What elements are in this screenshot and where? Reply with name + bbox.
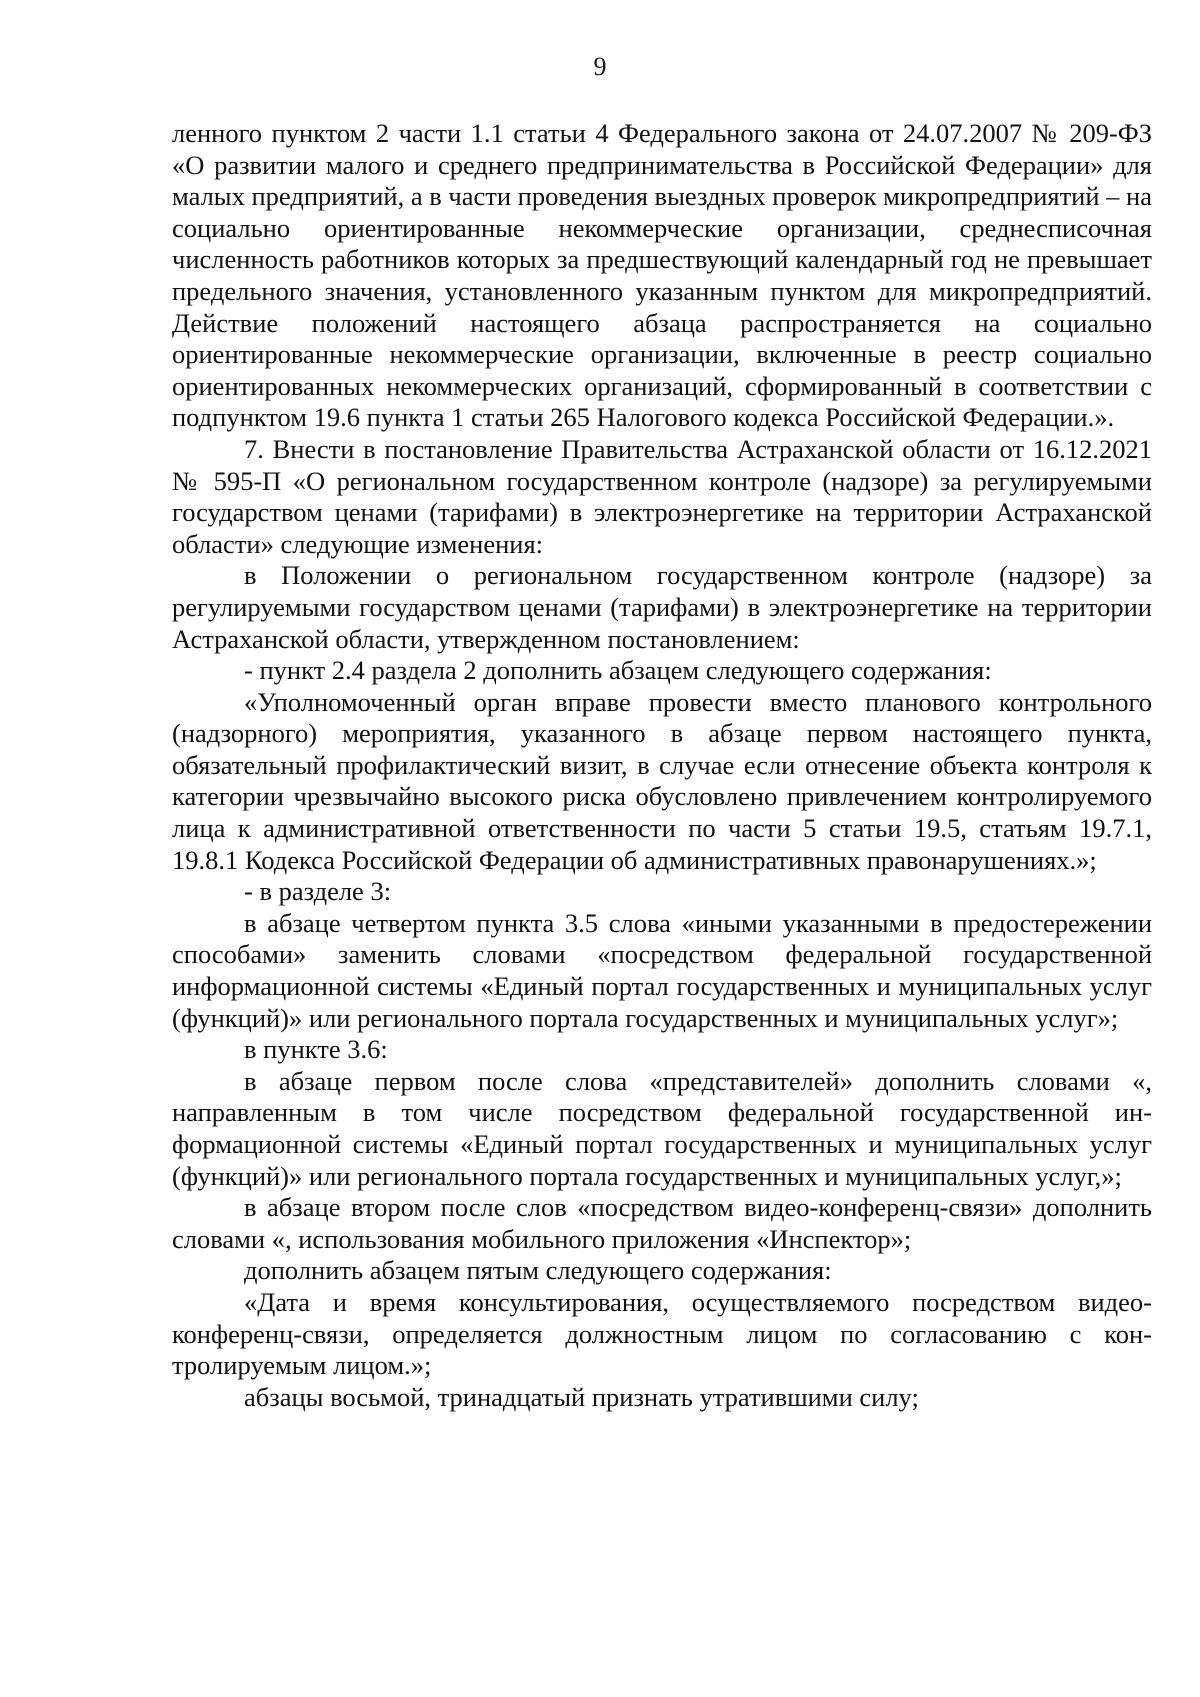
- paragraph-first-abzats: в абзаце первом после слова «представителей» дополнить словами «, направленным в том числе посредством федеральной государственной информационной системы «Единый портал государственных и муниципальных услуг (функций)» или регионального портала государственных и муниципальных услуг,»;: [172, 1065, 1152, 1191]
- page-number: 9: [593, 52, 607, 81]
- paragraph-quoted-consultation: «Дата и время консультирования, осуществляемого посредством видеоконференц-связи, определяется должностным лицом по согласованию с контролируемым лицом.»;: [172, 1286, 1152, 1381]
- paragraph-item-7: 7. Внести в постановление Правительства Астраханской области от 16.12.2021 № 595-П «О региональном государственном контроле (надзоре) за регулируемыми государством ценами (тарифами) в электроэнергетике на территории Астраханской области» следующие изменения:: [172, 433, 1152, 559]
- paragraph-section-3: - в разделе 3:: [244, 876, 392, 907]
- paragraph-quoted-amendment: «Уполномоченный орган вправе провести вместо планового контрольного (надзорного) мероприятия, указанного в абзаце первом настоящего пункта, обязательный профилактический визит, в случае если отнесение объекта контроля к категории чрезвычайно высокого риска обусловлено привлечением контролируемого лица к административной ответственности по части 5 статьи 19.5, статьям 19.7.1, 19.8.1 Кодекса Российской Федерации об административных правонарушениях.»;: [172, 686, 1152, 875]
- paragraph-continuation: ленного пунктом 2 части 1.1 статьи 4 Федерального закона от 24.07.2007 № 209-ФЗ «О развитии малого и среднего предпринимательства в Российской Федерации» для малых предприятий, а в части проведения выездных проверок микропредприятий – на социально ориентированные некоммерческие организации, среднесписочная численность работников которых за предшествующий календарный год не превышает предельного значения, установленного указанным пунктом для микропредприятий. Действие положений настоящего абзаца распространяется на социально ориентированные некоммерческие организации, включенные в реестр социально ориентированных некоммерческих организаций, сформированный в соответствии с подпунктом 19.6 пункта 1 статьи 265 Налогового кодекса Российской Федерации.».: [172, 118, 1152, 433]
- paragraph-point-2-4: - пункт 2.4 раздела 2 дополнить абзацем следующего содержания:: [244, 655, 992, 686]
- paragraph-point-3-5: в абзаце четвертом пункта 3.5 слова «иными указанными в предостережении способами» заменить словами «посредством федеральной государственной информационной системы «Единый портал государственных и муниципальных услуг (функций)» или регионального портала государственных и муниципальных услуг»;: [172, 907, 1152, 1033]
- paragraph-regulation-intro: в Положении о региональном государственном контроле (надзоре) за регулируемыми государством ценами (тарифами) в электроэнергетике на территории Астраханской области, утвержденном постановлением:: [172, 560, 1152, 654]
- paragraph-repealed: абзацы восьмой, тринадцатый признать утратившими силу;: [244, 1381, 919, 1412]
- paragraph-fifth-abzats: дополнить абзацем пятым следующего содержания:: [244, 1255, 832, 1286]
- paragraph-point-3-6: в пункте 3.6:: [244, 1034, 388, 1065]
- paragraph-second-abzats: в абзаце втором после слов «посредством видео-конференц-связи» дополнить словами «, использования мобильного приложения «Инспектор»;: [172, 1192, 1152, 1254]
- document-body: [172, 118, 1152, 1413]
